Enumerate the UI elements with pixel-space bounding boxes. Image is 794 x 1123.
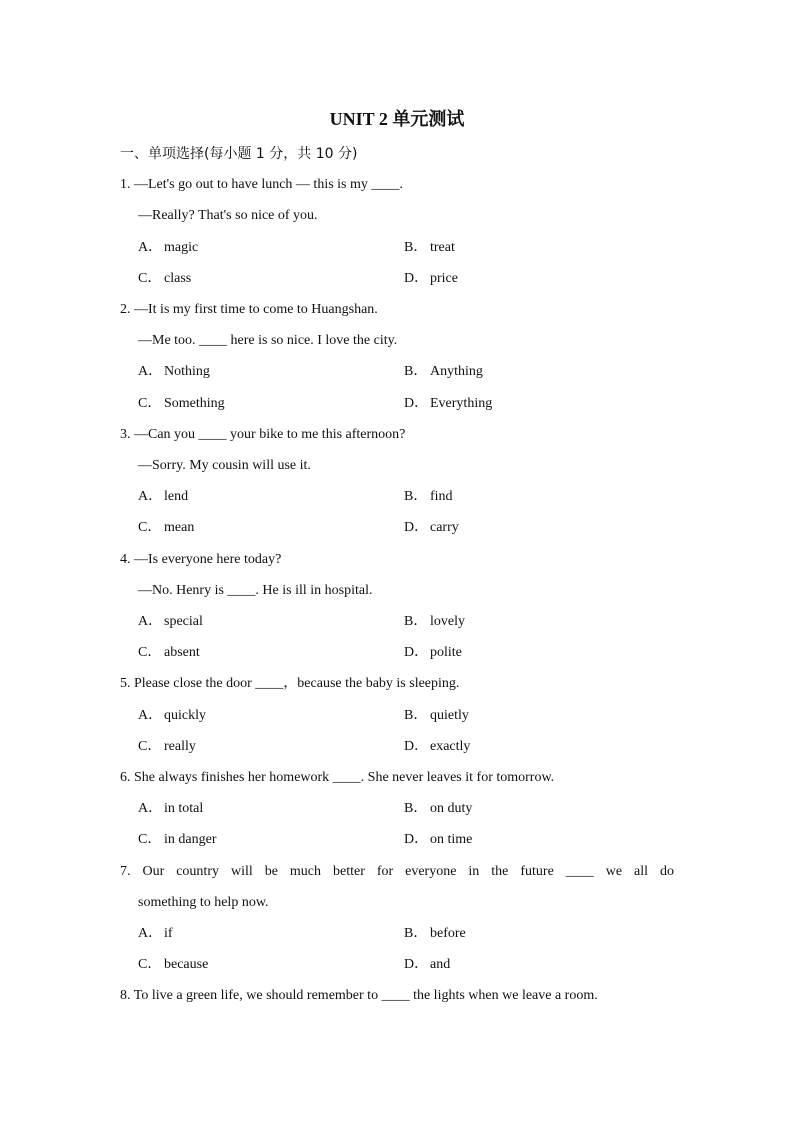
option-d [404,518,459,538]
option-text: on time [430,832,473,847]
option-label: D． [404,957,429,972]
question-stem: 1. —Let's go out to have lunch — this is my ____. [120,177,403,192]
option-text: and [430,957,451,972]
option-text: in total [164,801,204,816]
option-text: treat [430,240,455,255]
option-b [404,238,455,258]
option-text: class [164,271,192,286]
option-d [404,955,450,975]
option-label: A． [138,614,163,629]
option-label: B． [404,489,428,504]
option-a [138,487,188,507]
option-label: D． [404,396,429,411]
option-label: A． [138,926,163,941]
option-text: before [430,926,466,941]
option-label: A． [138,801,163,816]
option-text: quietly [430,708,469,723]
question-stem: 8. To live a green life, we should remember to ____ the lights when we leave a room. [120,988,598,1003]
option-label: A． [138,708,163,723]
option-d [404,643,462,663]
option-text: mean [164,520,195,535]
option-text: really [164,739,196,754]
question-stem: 7. Our country will be much better for everyone in the future ____ we all do [120,864,674,879]
option-text: on duty [430,801,473,816]
question-reply: —Really? That's so nice of you. [138,208,318,223]
option-c [138,955,208,975]
option-text: find [430,489,453,504]
option-label: D． [404,739,429,754]
option-d [404,269,458,289]
option-label: C． [138,645,162,660]
option-d [404,394,492,414]
option-text: exactly [430,739,471,754]
option-text: special [164,614,203,629]
option-text: price [430,271,458,286]
option-label: D． [404,271,429,286]
question-stem: 3. —Can you ____ your bike to me this afternoon? [120,427,406,442]
question-stem: 2. —It is my first time to come to Huangshan. [120,302,378,317]
option-a [138,924,173,944]
option-text: because [164,957,209,972]
option-b [404,487,453,507]
option-label: C． [138,957,162,972]
option-label: A． [138,489,163,504]
option-a [138,362,210,382]
option-b [404,799,472,819]
option-label: B． [404,364,428,379]
option-text: lend [164,489,189,504]
option-d [404,830,472,850]
option-text: carry [430,520,459,535]
option-text: in danger [164,832,217,847]
option-label: C． [138,520,162,535]
option-text: Everything [430,396,493,411]
option-label: B． [404,614,428,629]
question-stem: 4. —Is everyone here today? [120,552,282,567]
option-d [404,737,470,757]
option-c [138,643,200,663]
question-stem: 6. She always finishes her homework ____. She never leaves it for tomorrow. [120,770,555,785]
question-reply: —Sorry. My cousin will use it. [138,458,311,473]
option-a [138,799,203,819]
section-heading: 一、单项选择(每小题 1 分，共 10 分) [120,146,358,162]
page-title: UNIT 2 单元测试 [329,109,465,129]
option-label: C． [138,739,162,754]
option-c [138,737,196,757]
option-b [404,362,483,382]
option-label: C． [138,396,162,411]
option-text: absent [164,645,200,660]
option-a [138,238,198,258]
option-label: B． [404,801,428,816]
option-text: polite [430,645,462,660]
option-label: A． [138,364,163,379]
option-label: B． [404,708,428,723]
option-text: magic [164,240,199,255]
option-label: D． [404,645,429,660]
question-stem-continued: something to help now. [138,895,269,910]
option-label: C． [138,271,162,286]
option-b [404,924,466,944]
option-a [138,612,203,632]
option-c [138,830,216,850]
option-label: B． [404,240,428,255]
option-text: lovely [430,614,465,629]
option-c [138,269,191,289]
option-text: Anything [430,364,483,379]
option-c [138,394,225,414]
option-label: D． [404,520,429,535]
option-label: A． [138,240,163,255]
option-text: if [164,926,173,941]
option-label: C． [138,832,162,847]
question-stem: 5. Please close the door ____，because the baby is sleeping. [120,676,460,691]
question-reply: —Me too. ____ here is so nice. I love the city. [138,333,398,348]
option-text: Nothing [164,364,210,379]
option-a [138,706,206,726]
option-b [404,706,469,726]
question-reply: —No. Henry is ____. He is ill in hospital. [138,583,373,598]
option-b [404,612,465,632]
option-text: Something [164,396,225,411]
option-label: B． [404,926,428,941]
option-label: D． [404,832,429,847]
option-text: quickly [164,708,206,723]
option-c [138,518,194,538]
